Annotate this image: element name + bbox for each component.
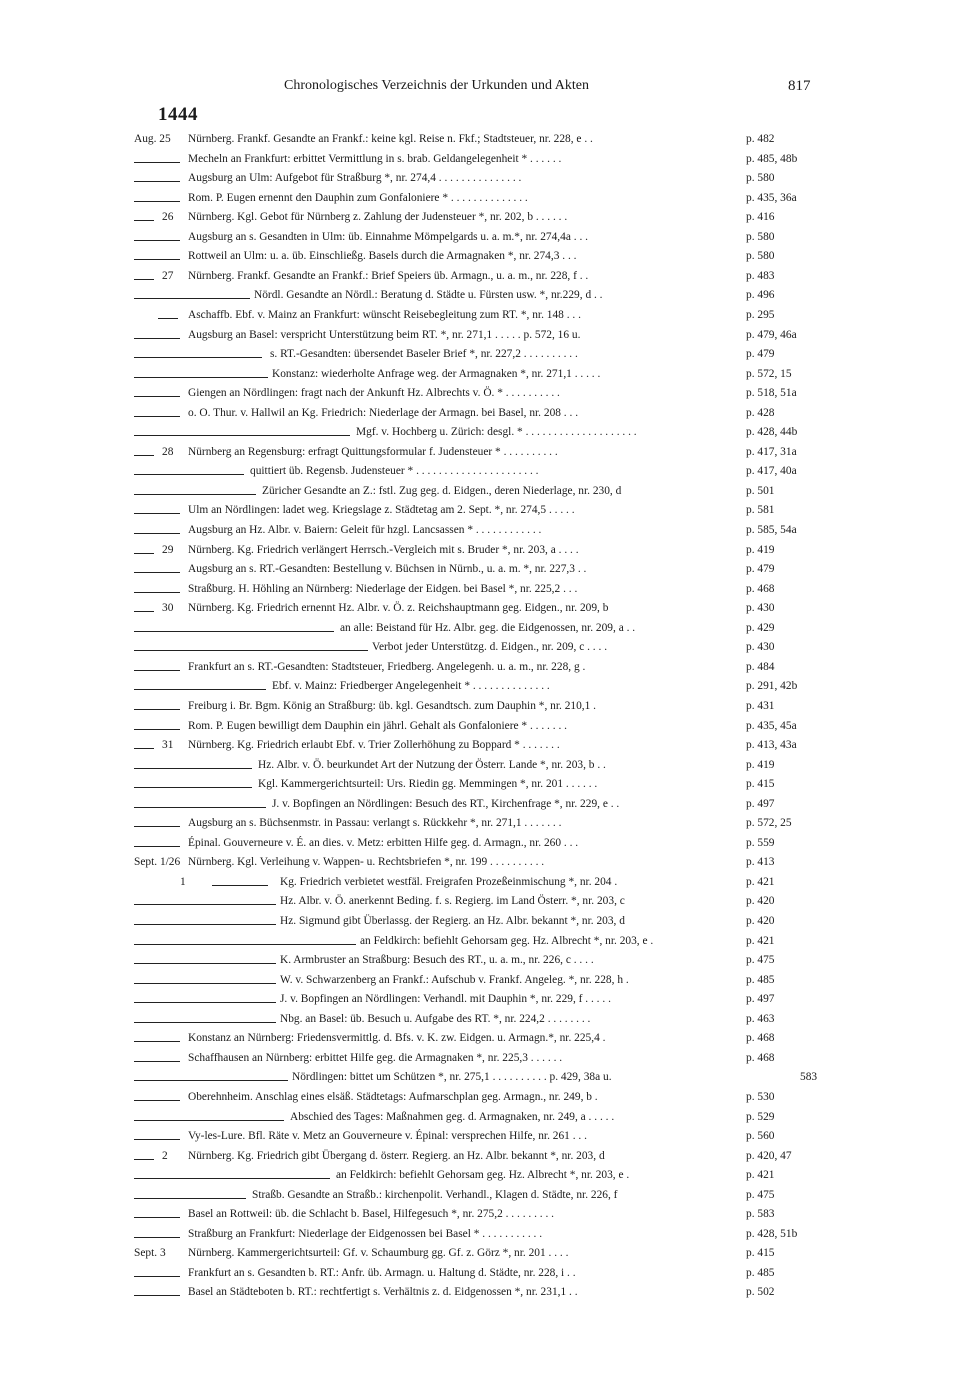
entry-row [0, 619, 960, 639]
ditto-rule [134, 1120, 284, 1121]
ditto-rule [134, 944, 356, 945]
entry-text: Nürnberg. Frankf. Gesandte an Frankf.: keine kgl. Reise n. Fkf.; Stadtsteuer, nr. 228, e . . [188, 133, 593, 145]
entry-row [0, 1225, 960, 1245]
page-reference: p. 485, 48b [746, 152, 798, 165]
page-reference: p. 416 [746, 211, 775, 224]
page-reference: p. 497 [746, 797, 775, 810]
entry-text: Nürnberg an Regensburg: erfragt Quittungsformular f. Judensteuer * . . . . . . . . . . [188, 445, 558, 458]
ditto-rule [134, 1159, 154, 1160]
entry-text: Konstanz: wiederholte Anfrage weg. der Armagnaken *, nr. 271,1 . . . . . [272, 367, 601, 380]
entry-text: Nürnberg. Kg. Friedrich verlängert Herrsch.-Vergleich mit s. Bruder *, nr. 203, a . . . . [188, 543, 579, 556]
ditto-rule [134, 279, 154, 280]
ditto-rule [134, 572, 180, 573]
entry-text: K. Armbruster an Straßburg: Besuch des RT., u. a. m., nr. 226, c . . . . [280, 954, 594, 967]
page-reference: p. 497 [746, 993, 775, 1006]
entry-row [0, 697, 960, 717]
entry-text: Vy-les-Lure. Bfl. Räte v. Metz an Gouverneure v. Épinal: versprechen Hilfe, nr. 261 . . . [188, 1130, 587, 1143]
entry-text: Nbg. an Basel: üb. Besuch u. Aufgabe des RT. *, nr. 224,2 . . . . . . . . [280, 1012, 591, 1025]
entry-row [0, 1010, 960, 1030]
page-reference: p. 413 [746, 856, 775, 869]
ditto-rule [134, 338, 180, 339]
ditto-rule [134, 474, 244, 475]
ditto-rule [134, 1178, 330, 1179]
page-reference: p. 559 [746, 836, 775, 849]
entry-text: W. v. Schwarzenberg an Frankf.: Aufschub v. Frankf. Angeleg. *, nr. 228, h . [280, 973, 629, 986]
entry-row [0, 834, 960, 854]
ditto-rule [134, 1217, 180, 1218]
page-reference: p. 475 [746, 954, 775, 967]
entry-text: Nürnberg. Frankf. Gesandte an Frankf.: Brief Speiers üb. Armagn., u. a. m., nr. 228, f . . [188, 269, 589, 282]
page-reference: p. 413, 43a [746, 739, 797, 752]
page-reference: p. 560 [746, 1130, 775, 1143]
entry-row [0, 286, 960, 306]
entry-row [0, 501, 960, 521]
page-reference: p. 417, 31a [746, 445, 797, 458]
entry-row [0, 1147, 960, 1167]
entry-row [0, 1029, 960, 1049]
ditto-rule [134, 1276, 180, 1277]
entry-text: Abschied des Tages: Maßnahmen geg. d. Armagnaken, nr. 249, a . . . . . [290, 1110, 615, 1123]
page-reference: p. 417, 40a [746, 465, 797, 478]
entry-text: Giengen an Nördlingen: fragt nach der Ankunft Hz. Albrechts v. Ö. * . . . . . . . . . . [188, 387, 560, 400]
entry-row [0, 306, 960, 326]
page-reference: p. 420 [746, 895, 775, 908]
page-reference: p. 421 [746, 934, 775, 947]
entry-text: Nürnberg. Kgl. Gebot für Nürnberg z. Zahlung der Judensteuer *, nr. 202, b . . . . . . [188, 211, 568, 224]
page-reference: p. 482 [746, 133, 775, 145]
page-reference: p. 496 [746, 289, 775, 302]
entry-text: Augsburg an Basel: verspricht Unterstützung beim RT. *, nr. 271,1 . . . . . p. 572, 16 u. [188, 328, 581, 341]
running-title: Chronologisches Verzeichnis der Urkunden und Akten [284, 78, 589, 93]
page-reference: p. 463 [746, 1012, 775, 1025]
ditto-rule [134, 435, 350, 436]
ditto-rule [134, 709, 180, 710]
entry-text: Augsburg an s. Gesandten in Ulm: üb. Einnahme Mömpelgards u. a. m.*, nr. 274,4a . . . [188, 230, 588, 243]
entry-row [0, 326, 960, 346]
ditto-rule [134, 670, 180, 671]
entry-row [0, 638, 960, 658]
page-reference: p. 485 [746, 973, 775, 986]
entry-text: Nürnberg. Kg. Friedrich erlaubt Ebf. v. Trier Zollerhöhung zu Boppard * . . . . . . . [188, 739, 560, 752]
entry-text: Schaffhausen an Nürnberg: erbittet Hilfe geg. die Armagnaken *, nr. 225,3 . . . . . . [188, 1051, 563, 1064]
page-reference: p. 572, 15 [746, 367, 792, 380]
entry-row [0, 1127, 960, 1147]
page-reference: p. 430 [746, 602, 775, 615]
page-reference: p. 572, 25 [746, 817, 792, 830]
ditto-rule [134, 1061, 180, 1062]
ditto-rule [134, 1100, 180, 1101]
ditto-rule [134, 533, 180, 534]
entry-date: 30 [162, 602, 174, 615]
entry-row [0, 873, 960, 893]
ditto-rule [134, 826, 180, 827]
page-reference: p. 518, 51a [746, 387, 797, 400]
entry-text: s. RT.-Gesandten: übersendet Baseler Brief *, nr. 227,2 . . . . . . . . . . [270, 348, 578, 361]
entry-row [0, 756, 960, 776]
entry-row [0, 853, 960, 873]
ditto-rule [134, 924, 276, 925]
entry-row [0, 677, 960, 697]
ditto-rule [134, 1295, 180, 1296]
entry-row [0, 1205, 960, 1225]
entry-text: Verbot jeder Unterstützg. d. Eidgen., nr. 209, c . . . . [372, 641, 608, 654]
entry-date: Aug. 25 [134, 133, 171, 145]
entry-date: 2 [162, 1149, 168, 1162]
ditto-rule [134, 983, 276, 984]
ditto-rule [134, 455, 154, 456]
ditto-rule [134, 553, 154, 554]
page-reference: p. 420 [746, 915, 775, 927]
page-reference: p. 430 [746, 641, 775, 654]
ditto-rule [134, 181, 180, 182]
ditto-rule [134, 1139, 180, 1140]
entry-text: Augsburg an Ulm: Aufgebot für Straßburg *, nr. 274,4 . . . . . . . . . . . . . . . [188, 172, 522, 185]
ditto-rule [134, 1002, 276, 1003]
page-reference: p. 580 [746, 230, 775, 243]
entry-date: Sept. 1/26 [134, 856, 181, 869]
entry-row [0, 971, 960, 991]
page-reference: p. 483 [746, 269, 775, 282]
ditto-rule [134, 162, 180, 163]
entry-text: Basel an Rottweil: üb. die Schlacht b. Basel, Hilfegesuch *, nr. 275,2 . . . . . . . . . [188, 1208, 555, 1221]
ditto-rule [134, 1080, 288, 1081]
ditto-rule [134, 768, 252, 769]
entry-text: Kgl. Kammergerichtsurteil: Urs. Riedin gg. Memmingen *, nr. 201 . . . . . . [258, 778, 598, 791]
entry-row [0, 717, 960, 737]
entry-row [0, 1108, 960, 1128]
entry-text: Züricher Gesandte an Z.: fstl. Zug geg. d. Eidgen., deren Niederlage, nr. 230, d [262, 484, 622, 497]
entry-text: Hz. Albr. v. Ö. anerkennt Beding. f. s. Regierg. im Land Österr. *, nr. 203, c [280, 895, 625, 908]
page-reference: p. 580 [746, 250, 775, 263]
entry-text: Ebf. v. Mainz: Friedberger Angelegenheit * . . . . . . . . . . . . . . [272, 680, 550, 693]
ditto-rule [134, 631, 334, 632]
page-reference: p. 479, 46a [746, 328, 797, 341]
page-reference: p. 583 [746, 1208, 775, 1221]
page-reference: p. 415 [746, 1247, 775, 1260]
entry-text: Oberehnheim. Anschlag eines elsäß. Städtetags: Aufmarschplan geg. Armagn., nr. 249, b . [188, 1090, 598, 1103]
entry-date: Sept. 3 [134, 1247, 166, 1260]
page-reference: p. 468 [746, 1032, 775, 1045]
page-reference: 583 [800, 1071, 818, 1084]
page-reference: p. 428 [746, 406, 775, 419]
entry-date: 31 [162, 739, 174, 752]
entry-text: Straßburg. H. Höhling an Nürnberg: Niederlage der Eidgen. bei Basel *, nr. 225,2 . . . [188, 582, 578, 595]
ditto-rule [134, 259, 180, 260]
entry-row [0, 560, 960, 580]
entry-text: Augsburg an s. Büchsenmstr. in Passau: verlangt s. Rückkehr *, nr. 271,1 . . . . . . . [188, 817, 562, 830]
running-header [0, 78, 960, 98]
entry-row [0, 1068, 960, 1088]
ditto-rule [134, 689, 266, 690]
entry-text: Nürnberg. Kammergerichtsurteil: Gf. v. Schaumburg gg. Gf. z. Görz *, nr. 201 . . . . [188, 1247, 569, 1260]
entry-date: 27 [162, 269, 174, 282]
entry-row [0, 130, 960, 150]
entry-text: Hz. Sigmund gibt Überlassg. der Regierg. an Hz. Albr. bekannt *, nr. 203, d [280, 915, 625, 927]
entry-row [0, 365, 960, 385]
entry-row [0, 1166, 960, 1186]
entry-row [0, 150, 960, 170]
ditto-rule [134, 396, 180, 397]
entry-row [0, 169, 960, 189]
entry-date: 28 [162, 445, 174, 458]
entry-row [0, 228, 960, 248]
entry-row [0, 482, 960, 502]
entry-row [0, 462, 960, 482]
page-number: 817 [788, 78, 811, 94]
page-reference: p. 421 [746, 1169, 775, 1182]
page-reference: p. 468 [746, 1051, 775, 1064]
entry-row [0, 247, 960, 267]
entry-row [0, 736, 960, 756]
entry-row [0, 932, 960, 952]
entry-text: Frankfurt an s. RT.-Gesandten: Stadtsteuer, Friedberg. Angelegenh. u. a. m., nr. 228, g . [188, 660, 586, 673]
ditto-rule [134, 298, 250, 299]
page-reference: p. 479 [746, 348, 775, 361]
entry-text: Straßb. Gesandte an Straßb.: kirchenpolit. Verhandl., Klagen d. Städte, nr. 226, f [252, 1188, 618, 1201]
ditto-rule [134, 1237, 180, 1238]
entry-text: Nürnberg. Kg. Friedrich gibt Übergang d. österr. Regierg. an Hz. Albr. bekannt *, nr. 203, d [188, 1149, 605, 1162]
entry-text: Hz. Albr. v. Ö. beurkundet Art der Nutzung der Österr. Lande *, nr. 203, b . . [258, 758, 606, 771]
entry-text: Nördl. Gesandte an Nördl.: Beratung d. Städte u. Fürsten usw. *, nr.229, d . . [254, 289, 603, 302]
page-reference: p. 484 [746, 660, 775, 673]
page-reference: p. 529 [746, 1110, 775, 1123]
entry-date: 29 [162, 543, 174, 556]
entry-text: Mgf. v. Hochberg u. Zürich: desgl. * . . . . . . . . . . . . . . . . . . . . [356, 426, 637, 439]
entry-row [0, 443, 960, 463]
entry-row [0, 775, 960, 795]
entry-row [0, 599, 960, 619]
page-reference: p. 295 [746, 308, 775, 321]
entry-text: Kg. Friedrich verbietet westfäl. Freigrafen Prozeßeinmischung *, nr. 204 . [280, 875, 618, 888]
entry-text: Rom. P. Eugen bewilligt dem Dauphin ein jährl. Gehalt als Gonfaloniere * . . . . . . . [188, 719, 567, 732]
entry-text: Nürnberg. Kgl. Verleihung v. Wappen- u. Rechtsbriefen *, nr. 199 . . . . . . . . . . [188, 856, 545, 869]
ditto-rule [134, 846, 180, 847]
ditto-rule [134, 416, 180, 417]
entry-row [0, 1049, 960, 1069]
page-reference: p. 530 [746, 1090, 775, 1103]
page-reference: p. 502 [746, 1286, 775, 1299]
entry-text: Rottweil an Ulm: u. a. üb. Einschließg. Basels durch die Armagnaken *, nr. 274,3 . . . [188, 250, 577, 263]
page-reference: p. 585, 54a [746, 524, 797, 536]
entry-text: Ulm an Nördlingen: ladet weg. Kriegslage z. Städtetag am 2. Sept. *, nr. 274,5 . . . . . [188, 504, 575, 517]
entry-row [0, 345, 960, 365]
ditto-rule [134, 729, 180, 730]
entry-row [0, 1283, 960, 1303]
page-reference: p. 485 [746, 1266, 775, 1279]
entry-row [0, 658, 960, 678]
entry-text: an Feldkirch: befiehlt Gehorsam geg. Hz. Albrecht *, nr. 203, e . [360, 934, 654, 947]
entry-text: J. v. Bopfingen an Nördlingen: Verhandl. mit Dauphin *, nr. 229, f . . . . . [280, 993, 611, 1006]
page-reference: p. 431 [746, 699, 775, 712]
page-reference: p. 475 [746, 1188, 775, 1201]
ditto-rule [134, 1022, 276, 1023]
ditto-rule [134, 611, 154, 612]
ditto-rule [134, 787, 252, 788]
entry-row [0, 384, 960, 404]
entry-row [0, 423, 960, 443]
ditto-rule [134, 201, 180, 202]
entry-row [0, 267, 960, 287]
entry-row [0, 1088, 960, 1108]
entry-text: Rom. P. Eugen ernennt den Dauphin zum Gonfaloniere * . . . . . . . . . . . . . . [188, 191, 528, 204]
entry-row [0, 951, 960, 971]
page-reference: p. 429 [746, 621, 775, 634]
page-reference: p. 419 [746, 758, 775, 771]
entry-row [0, 1244, 960, 1264]
entry-text: Freiburg i. Br. Bgm. König an Straßburg: üb. kgl. Gesandtsch. zum Dauphin *, nr. 210,1 . [188, 699, 597, 712]
page-reference: p. 421 [746, 875, 775, 888]
entry-row [0, 990, 960, 1010]
ditto-rule [134, 240, 180, 241]
entry-row [0, 814, 960, 834]
page-reference: p. 479 [746, 563, 775, 576]
entry-row [0, 892, 960, 912]
entry-text: J. v. Bopfingen an Nördlingen: Besuch des RT., Kirchenfrage *, nr. 229, e . . [272, 797, 620, 810]
entry-row [0, 1264, 960, 1284]
entry-row [0, 1186, 960, 1206]
entry-row [0, 404, 960, 424]
ditto-rule [134, 592, 180, 593]
entry-text: Épinal. Gouverneure v. É. an dies. v. Metz: erbitten Hilfe geg. d. Armagn., nr. 260 . . . [188, 836, 579, 849]
page-reference: p. 291, 42b [746, 680, 798, 693]
entry-row [0, 208, 960, 228]
entry-row [0, 912, 960, 932]
ditto-rule [134, 1041, 180, 1042]
ditto-rule [212, 885, 268, 886]
page-reference: p. 428, 51b [746, 1227, 798, 1240]
page-reference: p. 415 [746, 778, 775, 791]
entry-text: Konstanz an Nürnberg: Friedensvermittlg. d. Bfs. v. K. zw. Eidgen. u. Armagn.*, nr. 225,4 . [188, 1032, 606, 1045]
page-reference: p. 468 [746, 582, 775, 595]
entry-row [0, 580, 960, 600]
ditto-rule [158, 318, 178, 319]
entry-text: Basel an Städteboten b. RT.: rechtfertigt s. Verhältnis z. d. Eidgenossen *, nr. 231,1 . . [188, 1286, 578, 1299]
entry-row [0, 189, 960, 209]
ditto-rule [134, 748, 154, 749]
entry-date: 26 [162, 211, 174, 224]
entry-text: Augsburg an s. RT.-Gesandten: Bestellung v. Büchsen in Nürnb., u. a. m. *, nr. 227,3 . . [188, 563, 587, 576]
page-reference: p. 581 [746, 504, 775, 517]
entry-text: an alle: Beistand für Hz. Albr. geg. die Eidgenossen, nr. 209, a . . [340, 621, 636, 634]
entry-text: o. O. Thur. v. Hallwil an Kg. Friedrich: Niederlage der Armagn. bei Basel, nr. 208 . . . [188, 406, 579, 419]
entry-row [0, 795, 960, 815]
ditto-rule [134, 963, 276, 964]
ditto-rule [134, 494, 256, 495]
entry-text: quittiert üb. Regensb. Judensteuer * . . . . . . . . . . . . . . . . . . . . . . [250, 465, 539, 478]
page-reference: p. 501 [746, 484, 775, 497]
page-reference: p. 435, 45a [746, 719, 797, 732]
entry-text: Frankfurt an s. Gesandten b. RT.: Anfr. üb. Armagn. u. Haltung d. Städte, nr. 228, i . . [188, 1266, 576, 1279]
entry-text: Aschaffb. Ebf. v. Mainz an Frankfurt: wünscht Reisebegleitung zum RT. *, nr. 148 . . . [188, 308, 581, 321]
entry-text: Augsburg an Hz. Albr. v. Baiern: Geleit für hzgl. Lancsassen * . . . . . . . . . . . . [188, 524, 542, 536]
ditto-rule [134, 904, 276, 905]
ditto-rule [134, 357, 262, 358]
page-reference: p. 420, 47 [746, 1149, 792, 1162]
page-reference: p. 435, 36a [746, 191, 797, 204]
page-reference: p. 428, 44b [746, 426, 798, 439]
entry-text: Nürnberg. Kg. Friedrich ernennt Hz. Albr. v. Ö. z. Reichshauptmann geg. Eidgen., nr. 209, b [188, 602, 609, 615]
ditto-rule [134, 1198, 246, 1199]
ditto-rule [134, 377, 268, 378]
entry-date: 1 [180, 875, 186, 888]
page-reference: p. 419 [746, 543, 775, 556]
ditto-rule [134, 220, 154, 221]
entry-text: an Feldkirch: befiehlt Gehorsam geg. Hz. Albrecht *, nr. 203, e . [336, 1169, 630, 1182]
ditto-rule [134, 807, 266, 808]
ditto-rule [134, 650, 368, 651]
entry-text: Straßburg an Frankfurt: Niederlage der Eidgenossen bei Basel * . . . . . . . . . . . [188, 1227, 543, 1240]
entry-text: Mecheln an Frankfurt: erbittet Vermittlung in s. brab. Geldangelegenheit * . . . . . . [188, 152, 562, 165]
entry-row [0, 541, 960, 561]
entry-text: Nördlingen: bittet um Schützen *, nr. 275,1 . . . . . . . . . . p. 429, 38a u. [292, 1071, 612, 1084]
page-reference: p. 580 [746, 172, 775, 185]
entry-row [0, 521, 960, 541]
year-heading: 1444 [158, 104, 198, 125]
ditto-rule [134, 513, 180, 514]
